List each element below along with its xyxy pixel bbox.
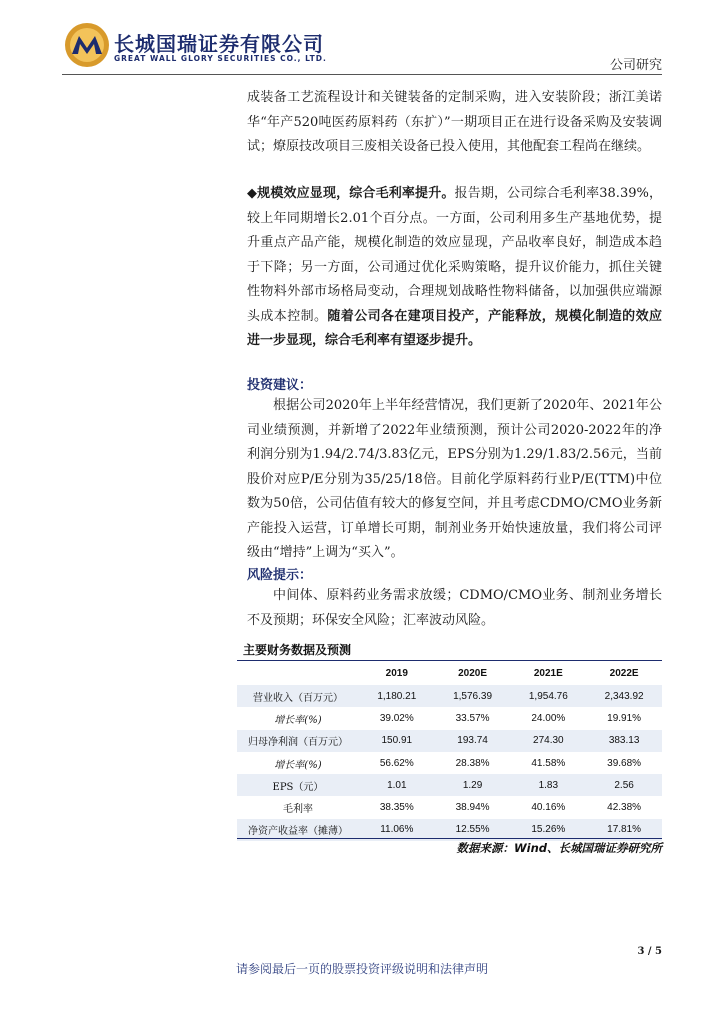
cell: 17.81% [586, 819, 662, 841]
header-2021e: 2021E [533, 667, 563, 679]
table-row [237, 796, 662, 818]
cell: 41.58% [531, 757, 566, 769]
table-title: 主要财务数据及预测 [243, 643, 352, 657]
paragraph-projects: 成装备工艺流程设计和关键装备的定制采购，进入安装阶段；浙江美诺华“年产520吨医药原料药（东扩）”一期项目正在进行设备采购及安装调试；燎原技改项目三废相关设备已投入使用，其他配套工程尚在继续。 [247, 90, 662, 154]
margin-conclusion: 随着公司各在建项目投产，产能释放，规模化制造的效应进一步显现，综合毛利率有望逐步提升。 [247, 308, 662, 348]
cell: 1,954.76 [510, 685, 586, 707]
cell: 11.06% [359, 819, 435, 841]
invest-title: 投资建议： [247, 378, 313, 393]
cell: 40.16% [531, 802, 566, 814]
table-row [237, 685, 662, 707]
table-header-row [237, 661, 662, 685]
table-row [237, 707, 662, 729]
row-label: 毛利率 [282, 804, 313, 816]
table-bottom-rule [237, 838, 662, 839]
cell: 56.62% [379, 757, 414, 769]
cell: 15.26% [510, 819, 586, 841]
cell: 42.38% [607, 802, 642, 814]
company-logo-icon [64, 22, 110, 68]
header-empty [237, 661, 359, 685]
cell: 19.91% [607, 712, 642, 724]
margin-text: 报告期，公司综合毛利率38.39%，较上年同期增长2.01个百分点。一方面，公司利用多生产基地优势，提升重点产品产能，规模化制造的效应显现，产品收率良好，制造成本趋于下降；另一方面，公司通过优化采购策略，提升议价能力，抓住关键性物料外部市场格局变动，合理规划战略性物料储备，以加强供应端源头成本控制。 [247, 186, 662, 324]
row-label: 增长率(%) [274, 714, 322, 726]
row-label: 归母净利润（百万元） [237, 730, 359, 752]
cell: 2,343.92 [586, 685, 662, 707]
row-label: 增长率(%) [274, 759, 322, 771]
table-row [237, 774, 662, 796]
data-source: 数据来源：Wind、长城国瑞证券研究所 [456, 841, 662, 855]
row-label: 净资产收益率（摊薄） [237, 819, 359, 841]
header-divider [62, 74, 662, 75]
cell: 33.57% [455, 712, 490, 724]
company-name-en: GREAT WALL GLORY SECURITIES CO., LTD. [114, 54, 327, 63]
row-label: EPS（元） [237, 774, 359, 796]
cell: 1,180.21 [359, 685, 435, 707]
cell: 39.02% [379, 712, 414, 724]
cell: 1,576.39 [435, 685, 511, 707]
cell: 150.91 [359, 730, 435, 752]
row-label: 营业收入（百万元） [237, 685, 359, 707]
header-2020e: 2020E [458, 667, 488, 679]
cell: 274.30 [510, 730, 586, 752]
header-2022e: 2022E [609, 667, 639, 679]
paragraph-invest: 根据公司2020年上半年经营情况，我们更新了2020年、2021年公司业绩预测，并新增了2022年业绩预测，预计公司2020-2022年的净利润分别为1.94/2.74/3.83亿元，EPS分别为1.29/1.83/2.56元，当前股价对应P/E分别为35/25/18倍。目前化学原料药行业P/E(TTM)中位数为50倍，公司估值有较大的修复空间，并且考虑CDMO/CMO业务新产能投入运营，订单增长可期，制剂业务开始快速放量，我们将公司评级由“增持”上调为“买入”。 [247, 398, 662, 560]
cell: 12.55% [435, 819, 511, 841]
cell: 1.83 [510, 774, 586, 796]
paragraph-risk: 中间体、原料药业务需求放缓；CDMO/CMO业务、制剂业务增长不及预期；环保安全风险；汇率波动风险。 [247, 588, 662, 628]
disclaimer-link[interactable]: 请参阅最后一页的股票投资评级说明和法律声明 [235, 962, 488, 976]
cell: 383.13 [586, 730, 662, 752]
cell: 193.74 [435, 730, 511, 752]
cell: 24.00% [531, 712, 566, 724]
page-number: 3 / 5 [637, 946, 662, 957]
table-row [237, 752, 662, 774]
margin-heading: ◆规模效应显现，综合毛利率提升。 [247, 186, 455, 201]
financial-table [237, 661, 662, 841]
header-2019: 2019 [385, 667, 408, 679]
company-name-cn: 长城国瑞证券有限公司 [114, 32, 324, 56]
cell: 2.56 [586, 774, 662, 796]
cell: 1.29 [435, 774, 511, 796]
paragraph-margin [247, 182, 662, 354]
cell: 39.68% [607, 757, 642, 769]
section-label: 公司研究 [609, 58, 662, 73]
table-row [237, 730, 662, 752]
cell: 28.38% [455, 757, 490, 769]
cell: 1.01 [359, 774, 435, 796]
cell: 38.35% [379, 802, 414, 814]
risk-title: 风险提示： [247, 568, 313, 583]
cell: 38.94% [455, 802, 490, 814]
